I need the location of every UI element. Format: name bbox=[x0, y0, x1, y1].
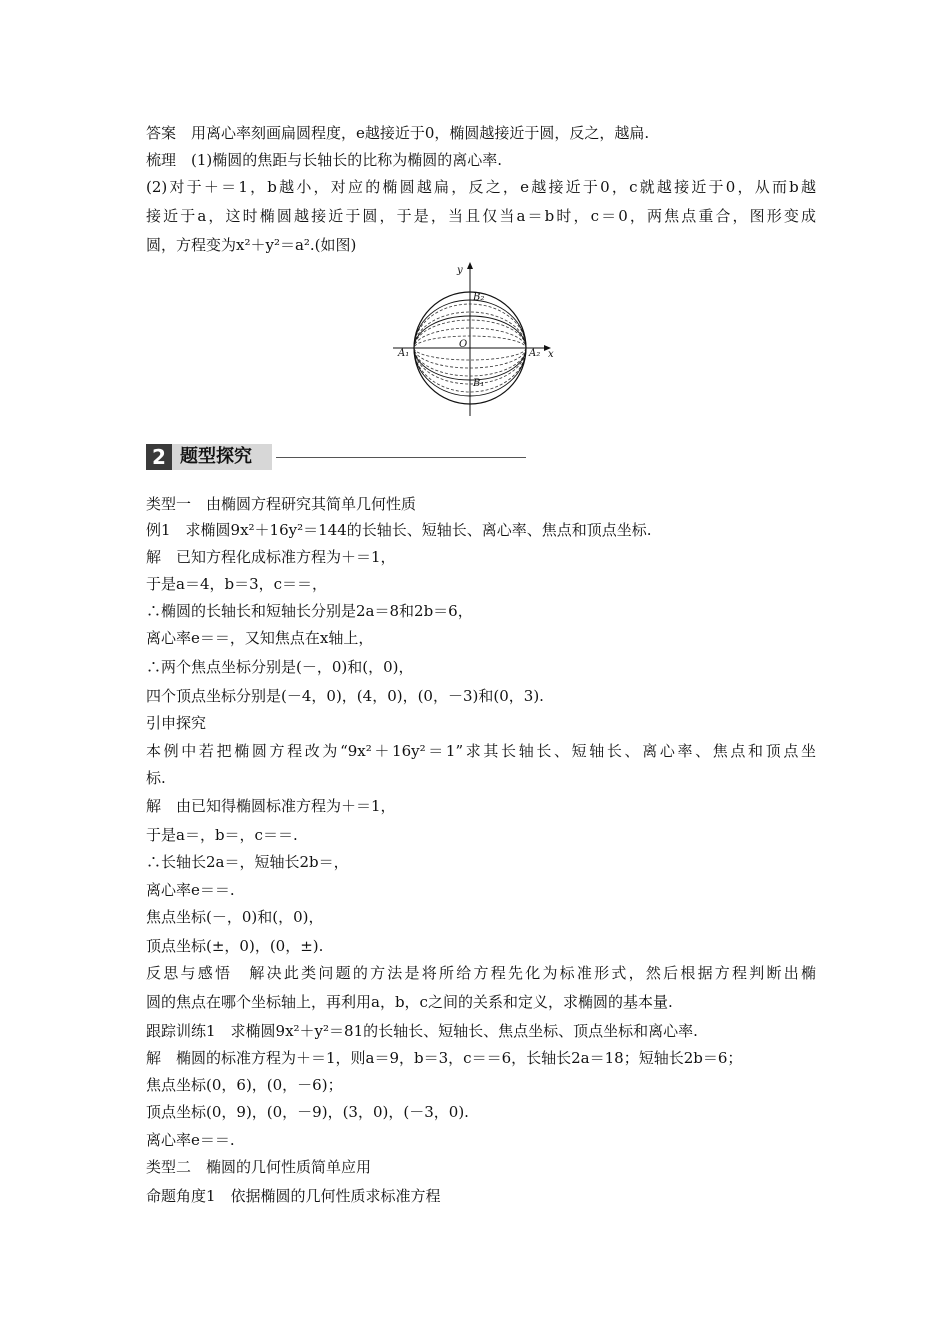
summary-line-2: (2)对于＋＝1，b越小，对应的椭圆越扁，反之，e越接近于0，c就越接近于0，从而b越 bbox=[146, 178, 816, 196]
topic-angle-heading: 命题角度1 依据椭圆的几何性质求标准方程 bbox=[146, 1187, 441, 1205]
solution-line: 顶点坐标(0，9)，(0，－9)，(3，0)，(－3，0). bbox=[146, 1103, 469, 1121]
solution-line: 于是a＝4，b＝3，c＝＝， bbox=[146, 575, 328, 593]
example-1: 例1 求椭圆9x²＋16y²＝144的长轴长、短轴长、离心率、焦点和顶点坐标. bbox=[146, 521, 652, 539]
reflection-line-2: 圆的焦点在哪个坐标轴上，再利用a，b，c之间的关系和定义，求椭圆的基本量. bbox=[146, 993, 673, 1011]
y-axis-arrow-icon bbox=[467, 262, 473, 269]
solution-line: 焦点坐标(－，0)和(，0)， bbox=[146, 908, 324, 926]
section-header bbox=[146, 444, 526, 472]
extension-problem: 本例中若把椭圆方程改为“9x²＋16y²＝1”求其长轴长、短轴长、离心率、焦点和顶点坐 bbox=[146, 742, 816, 760]
origin-label: O bbox=[459, 339, 468, 350]
answer-line: 答案 用离心率刻画扁圆程度，e越接近于0，椭圆越接近于圆，反之，越扁. bbox=[146, 124, 650, 142]
solution-line: 解 椭圆的标准方程为＋＝1，则a＝9，b＝3，c＝＝6，长轴长2a＝18；短轴长2b＝6； bbox=[146, 1049, 743, 1067]
solution-line: 顶点坐标(±，0)，(0，±). bbox=[146, 937, 324, 955]
solution-line: 离心率e＝＝，又知焦点在x轴上， bbox=[146, 629, 374, 647]
solution-line: 焦点坐标(0，6)，(0，－6)； bbox=[146, 1076, 343, 1094]
solution-line: ∴长轴长2a＝，短轴长2b＝， bbox=[146, 853, 349, 871]
type-two-heading: 类型二 椭圆的几何性质简单应用 bbox=[146, 1158, 372, 1176]
extension-problem-cont: 标. bbox=[146, 769, 166, 787]
solution-line: ∴椭圆的长轴长和短轴长分别是2a＝8和2b＝6， bbox=[146, 602, 473, 620]
solution-line: 于是a＝，b＝，c＝＝. bbox=[146, 826, 298, 844]
b1-label: B₁ bbox=[473, 378, 485, 389]
type-one-heading: 类型一 由椭圆方程研究其简单几何性质 bbox=[146, 495, 417, 513]
a2-label: A₂ bbox=[529, 348, 541, 359]
exercise-1: 跟踪训练1 求椭圆9x²＋y²＝81的长轴长、短轴长、焦点坐标、顶点坐标和离心率. bbox=[146, 1022, 698, 1040]
solution-line: 离心率e＝＝. bbox=[146, 1131, 235, 1149]
solution-line: 解 由已知得椭圆标准方程为＋＝1， bbox=[146, 797, 396, 815]
section-title: 题型探究 bbox=[172, 444, 272, 470]
b2-label: B₂ bbox=[473, 292, 485, 303]
a1-label: A₁ bbox=[398, 348, 410, 359]
reflection-line-1: 反思与感悟 解决此类问题的方法是将所给方程先化为标准形式，然后根据方程判断出椭 bbox=[146, 964, 816, 982]
extension-heading: 引申探究 bbox=[146, 714, 207, 732]
ellipse-family-figure bbox=[385, 258, 565, 418]
solution-line: ∴两个焦点坐标分别是(－，0)和(，0)， bbox=[146, 658, 414, 676]
section-divider bbox=[276, 457, 526, 458]
summary-line-3: 接近于a，这时椭圆越接近于圆，于是，当且仅当a＝b时，c＝0，两焦点重合，图形变成 bbox=[146, 207, 816, 225]
summary-line-4: 圆，方程变为x²＋y²＝a².(如图) bbox=[146, 236, 357, 254]
summary-line-1: 梳理 (1)椭圆的焦距与长轴长的比称为椭圆的离心率. bbox=[146, 151, 503, 169]
x-axis-label: x bbox=[548, 349, 554, 360]
solution-line: 离心率e＝＝. bbox=[146, 881, 235, 899]
solution-line: 解 已知方程化成标准方程为＋＝1， bbox=[146, 548, 396, 566]
solution-line: 四个顶点坐标分别是(－4，0)，(4，0)，(0，－3)和(0，3). bbox=[146, 687, 544, 705]
y-axis-label: y bbox=[457, 265, 463, 276]
section-number: 2 bbox=[146, 444, 172, 470]
